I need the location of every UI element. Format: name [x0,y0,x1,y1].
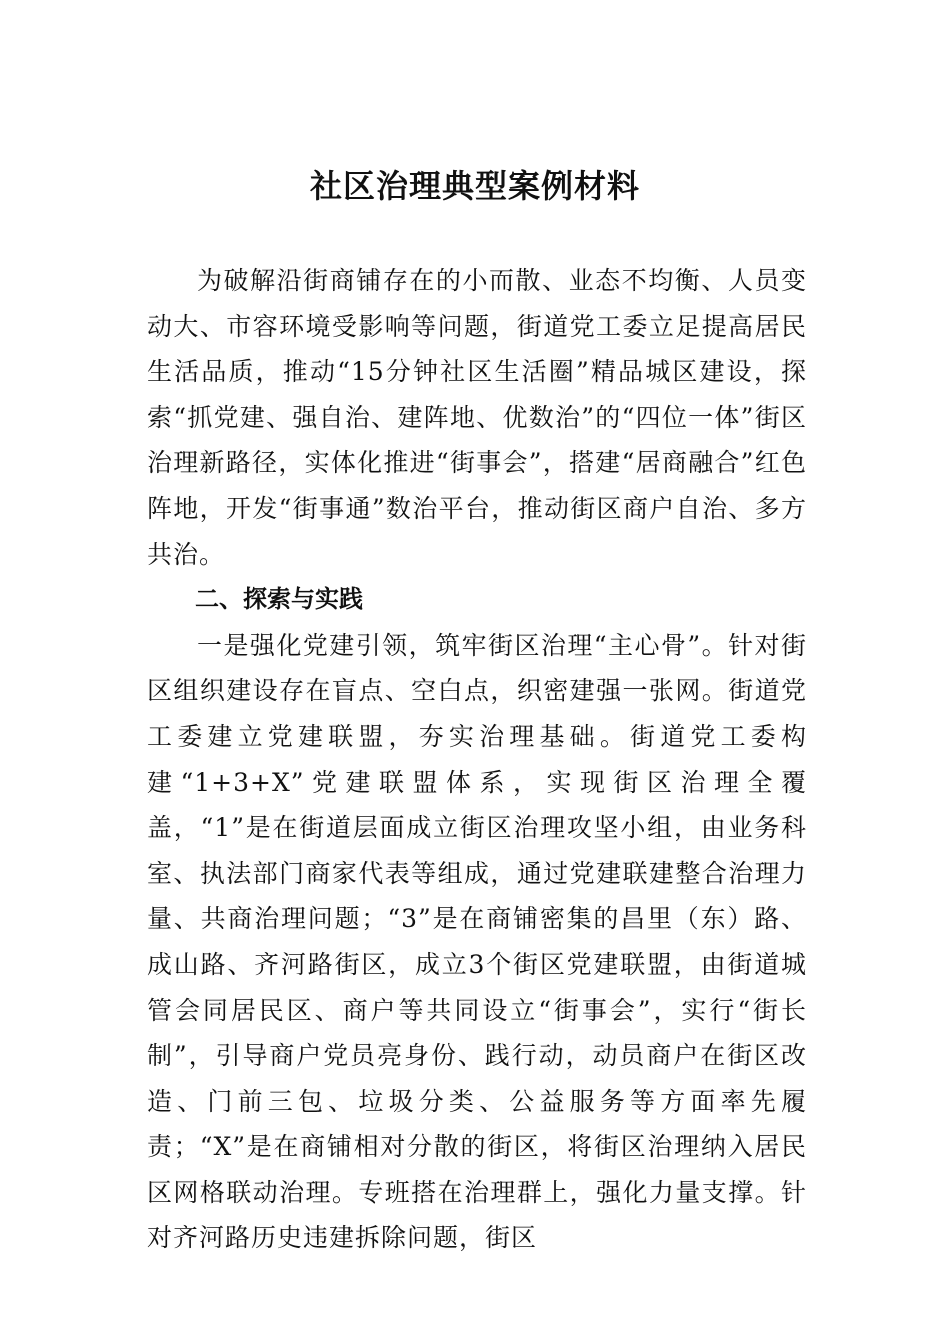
document-title: 社区治理典型案例材料 [309,167,640,205]
document-body [147,258,807,1261]
section-heading: 二、探索与实践 [195,585,363,614]
intro-paragraph: 为破解沿街商铺存在的小而散、业态不均衡、人员变动大、市容环境受影响等问题，街道党工委立足提高居民生活品质，推动“15分钟社区生活圈”精品城区建设，探索“抓党建、强自治、建阵地、优数治”的“四位一体”街区治理新路径，实体化推进“街事会”，搭建“居商融合”红色阵地，开发“街事通”数治平台，推动街区商户自治、多方共治。 [147,266,807,569]
section-paragraph: 一是强化党建引领，筑牢街区治理“主心骨”。针对街区组织建设存在盲点、空白点，织密建强一张网。街道党工委建立党建联盟，夯实治理基础。街道党工委构建“1+3+X”党建联盟体系，实现街区治理全覆盖，“1”是在街道层面成立街区治理攻坚小组，由业务科室、执法部门商家代表等组成，通过党建联建整合治理力量、共商治理问题；“3”是在商铺密集的昌里（东）路、成山路、齐河路街区，成立3个街区党建联盟，由街道城管会同居民区、商户等共同设立“街事会”，实行“街长制”，引导商户党员亮身份、践行动，动员商户在街区改造、门前三包、垃圾分类、公益服务等方面率先履责；“X”是在商铺相对分散的街区，将街区治理纳入居民区网格联动治理。专班搭在治理群上，强化力量支撑。针对齐河路历史违建拆除问题，街区 [147,630,807,1253]
